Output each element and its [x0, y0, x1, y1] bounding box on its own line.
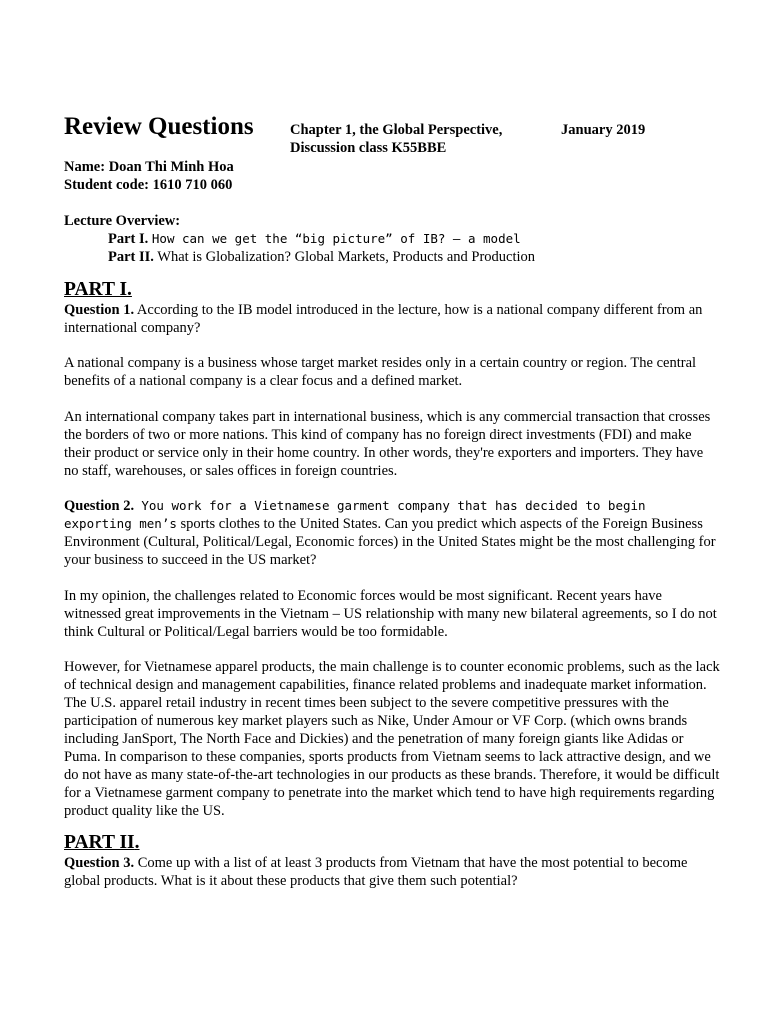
overview-part-1: [64, 230, 720, 248]
overview-part-1-text: How can we get the “big picture” of IB? – a model: [151, 230, 521, 246]
document-title: Review Questions: [64, 113, 254, 140]
document-body: [64, 158, 720, 890]
question-3-label: Question 3.: [64, 855, 135, 871]
answer-2-paragraph-2: However, for Vietnamese apparel products, the main challenge is to counter economic problems, such as the lack of technical design and management capabilities, finance related problems and inadequate market information. The U.S. apparel retail industry in recent times been subject to the severe competitive pressures with the participation of numerous key market players such as Nike, Under Amour or VF Corp. (which owns brands including JanSport, The North Face and Dickies) and the penetration of many foreign giants like Adidas or Puma. In comparison to these companies, sports products from Vietnam seems to lack attractive design, and we do not have as many state-of-the-art technologies in our products as these brands. Therefore, it would be difficult for a Vietnamese garment company to penetrate into the market which tend to have high requirements regarding product quality like the US.: [64, 659, 720, 819]
question-3: [64, 854, 720, 890]
student-code: Student code: 1610 710 060: [64, 177, 233, 193]
part-2-heading-suffix: .: [134, 832, 140, 853]
document-date: January 2019: [561, 122, 646, 138]
overview-part-2: [64, 248, 720, 266]
overview-heading: Lecture Overview:: [64, 212, 181, 229]
question-3-text: Come up with a list of at least 3 products from Vietnam that have the most potential to become global products. What is it about these products that give them such potential?: [64, 855, 688, 889]
overview-part-2-text: What is Globalization? Global Markets, Products and Production: [157, 248, 536, 265]
question-1-label: Question 1.: [64, 301, 135, 318]
chapter-info: [290, 121, 502, 157]
question-2: [64, 497, 720, 569]
question-2-text-a: You work for a Vietnamese garment company that has decided to begin exporting men’s: [64, 498, 646, 531]
question-2-label: Question 2.: [64, 498, 135, 514]
overview-part-1-label: Part I.: [108, 230, 149, 247]
chapter-line-1: Chapter 1, the Global Perspective,: [290, 122, 503, 138]
answer-2-paragraph-1: In my opinion, the challenges related to Economic forces would be most significant. Recent years have witnessed great improvements in the Vietnam – US relationship with many new bilateral agreements, so I do not think Cultural or Political/Legal barriers would be too formidable.: [64, 587, 717, 640]
part-1-heading: PART I.: [64, 278, 132, 300]
part-2-heading-text: PART II: [64, 832, 135, 853]
overview-part-2-label: Part II.: [108, 248, 154, 265]
question-2-text-b: sports clothes to the United States. Can you predict which aspects of the Foreign Business Environment (Cultural, Political/Legal, Economic forces) in the United States might be the most challenging for your business to succeed in the US market?: [64, 516, 716, 568]
answer-1-paragraph-2: An international company takes part in international business, which is any commercial transaction that crosses the borders of two or more nations. This kind of company has no foreign direct investments (FDI) and make their product or service only in their home country. In other words, they're exporters and importers. They have no staff, warehouses, or sales offices in foreign countries.: [64, 408, 711, 479]
question-1: [64, 301, 720, 337]
answer-1-paragraph-1: A national company is a business whose target market resides only in a certain country or region. The central benefits of a national company is a clear focus and a defined market.: [64, 355, 697, 389]
question-1-text: According to the IB model introduced in the lecture, how is a national company different from an international company?: [64, 301, 703, 336]
chapter-line-2: Discussion class K55BBE: [290, 140, 447, 156]
part-2-heading: [64, 832, 720, 854]
student-name: Name: Doan Thi Minh Hoa: [64, 159, 234, 175]
